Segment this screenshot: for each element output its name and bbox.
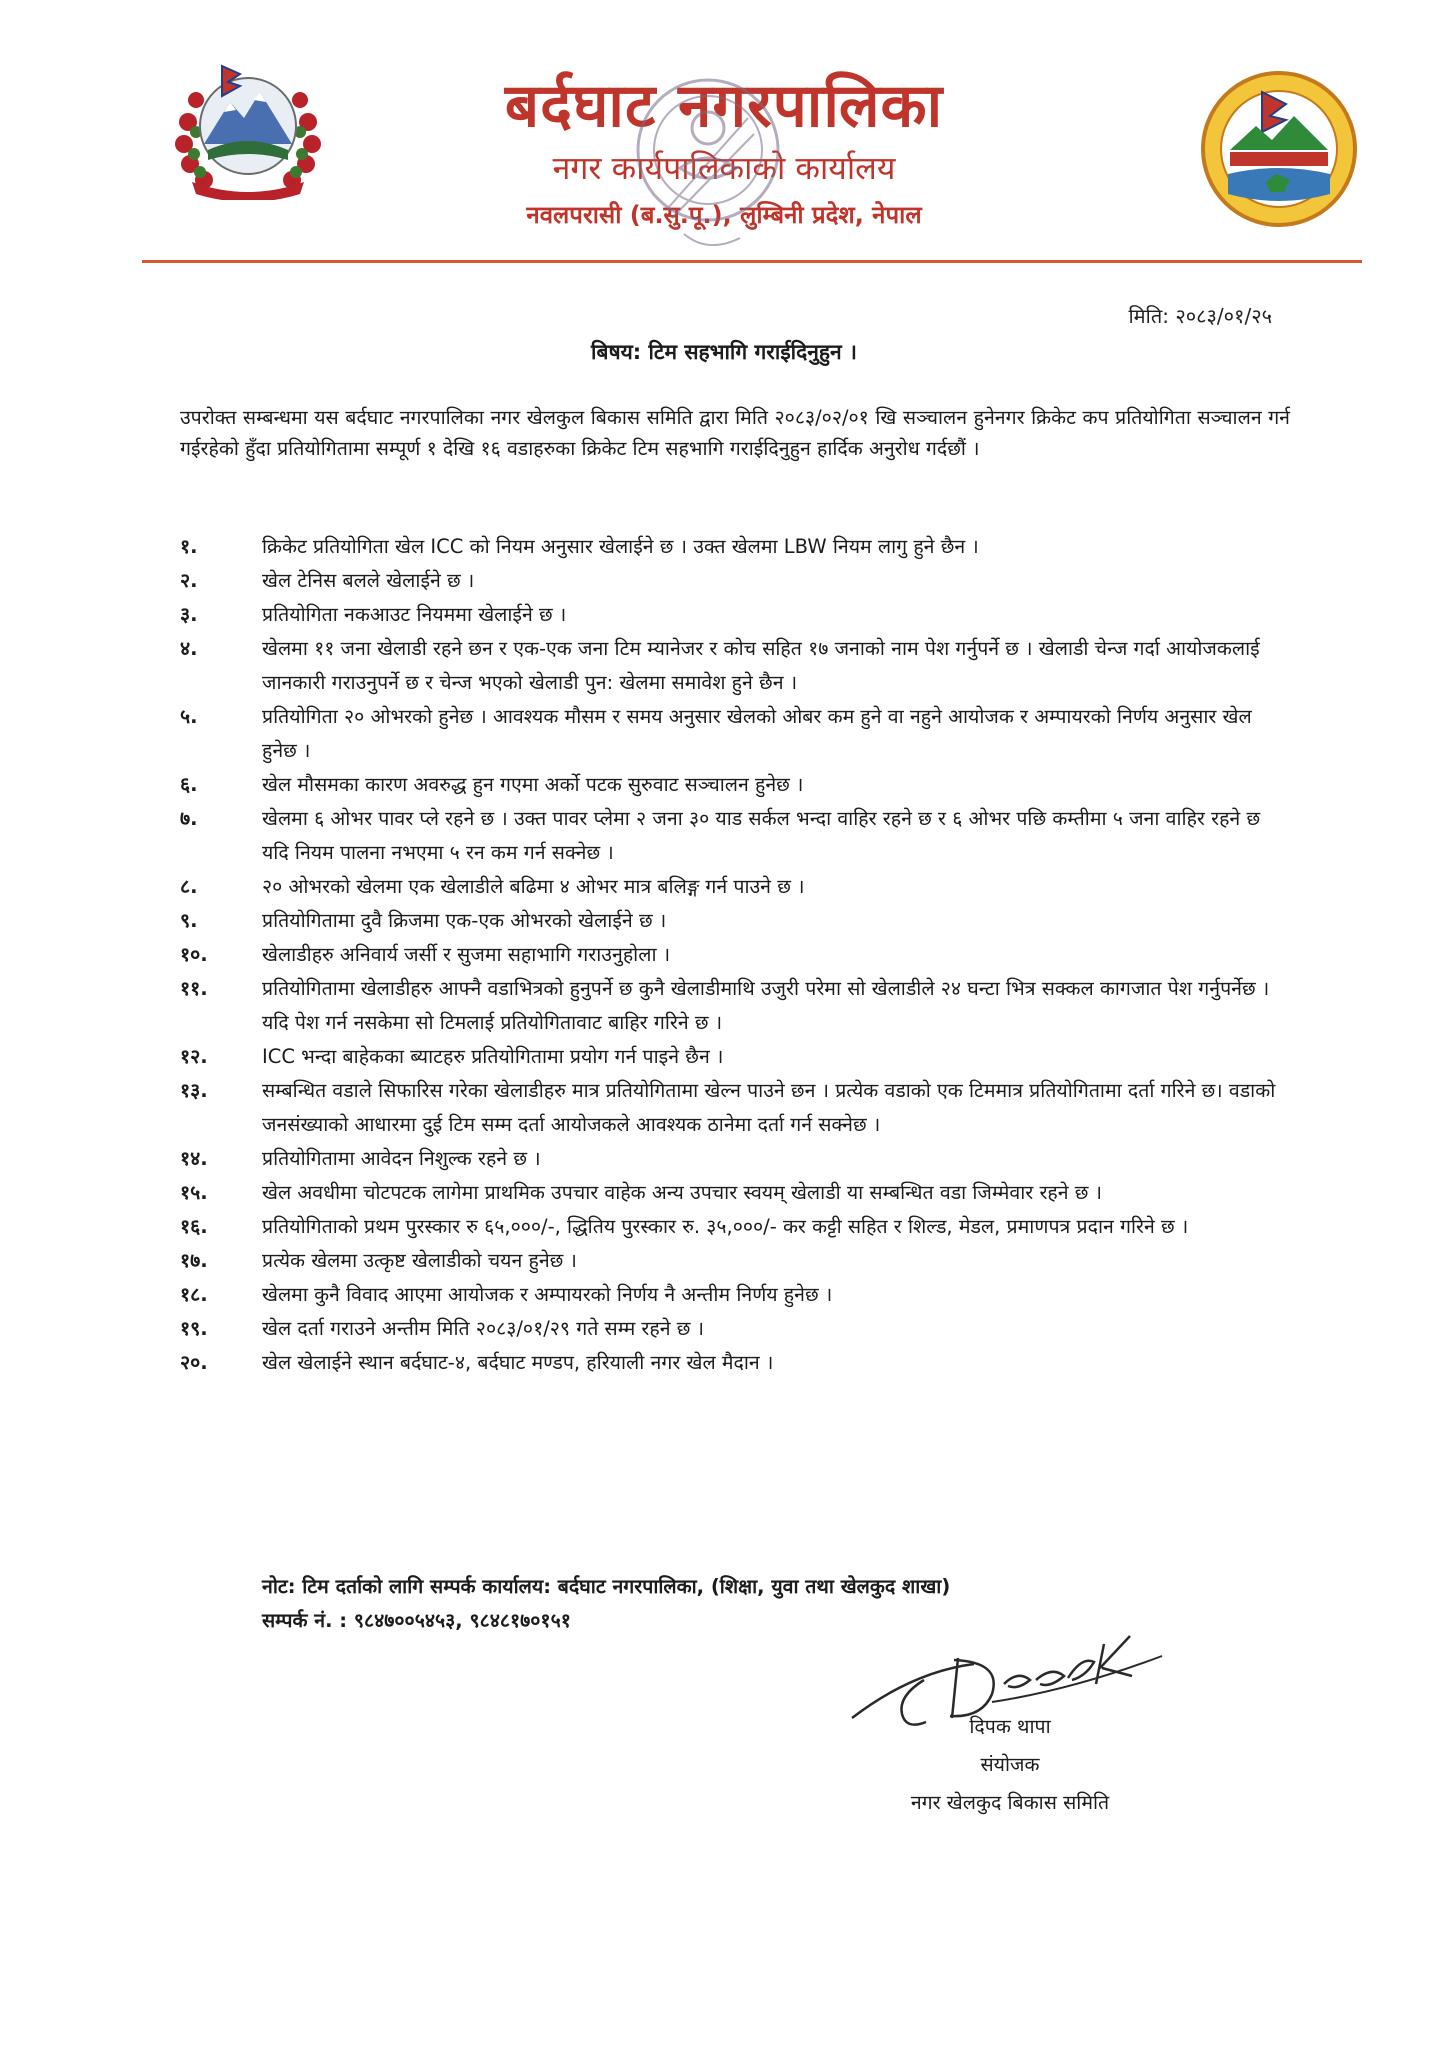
rule-item xyxy=(180,700,1290,768)
rule-item xyxy=(180,768,1290,802)
rule-item xyxy=(180,1142,1290,1176)
rule-text: खेल अवधीमा चोटपटक लागेमा प्राथमिक उपचार वाहेक अन्य उपचार स्वयम् खेलाडी या सम्बन्धित वडा जिम्मेवार रहने छ । xyxy=(262,1181,1103,1204)
note-phone-line: सम्पर्क नं. : ९८४७००५४५३, ९८४८१७०१५१ xyxy=(262,1609,571,1632)
rule-number: ५. xyxy=(180,705,198,728)
rule-item xyxy=(180,1278,1290,1312)
rule-item xyxy=(180,938,1290,972)
rule-item xyxy=(180,802,1290,870)
rule-text: प्रतियोगिताको प्रथम पुरस्कार रु ६५,०००/-, द्धितिय पुरस्कार रु. ३५,०००/- कर कट्टी सहित र शिल्ड, मेडल, प्रमाणपत्र प्रदान गरिने छ । xyxy=(262,1215,1189,1238)
letter-date: मिति: २०८३/०१/२५ xyxy=(1128,304,1272,328)
rule-text: खेल मौसमका कारण अवरुद्ध हुन गएमा अर्को पटक सुरुवाट सञ्चालन हुनेछ । xyxy=(262,773,804,796)
rule-text: ICC भन्दा बाहेकका ब्याटहरु प्रतियोगितामा प्रयोग गर्न पाइने छैन । xyxy=(262,1045,724,1068)
rule-item xyxy=(180,870,1290,904)
rule-text: खेलाडीहरु अनिवार्य जर्सी र सुजमा सहाभागि गराउनुहोला । xyxy=(262,943,671,966)
signatory-role: संयोजक xyxy=(980,1753,1040,1776)
rule-text: खेल दर्ता गराउने अन्तीम मिति २०८३/०१/२९ गते सम्म रहने छ । xyxy=(262,1317,705,1340)
rule-text: क्रिकेट प्रतियोगिता खेल ICC को नियम अनुसार खेलाईने छ । उक्त खेलमा LBW नियम लागु हुने छैन । xyxy=(262,535,979,558)
rule-text: प्रतियोगितामा दुवै क्रिजमा एक-एक ओभरको खेलाईने छ । xyxy=(262,909,667,932)
rule-item xyxy=(180,1244,1290,1278)
rule-number: ९. xyxy=(180,909,198,932)
rule-number: ८. xyxy=(180,875,198,898)
rule-item xyxy=(180,1074,1290,1142)
rule-item xyxy=(180,632,1290,700)
office-subtitle: नगर कार्यपालिकाको कार्यालय xyxy=(552,149,896,187)
rule-item xyxy=(180,1040,1290,1074)
rule-text: प्रतियोगिता नकआउट नियममा खेलाईने छ । xyxy=(262,603,567,626)
municipality-title: बर्दघाट नगरपालिका xyxy=(504,71,944,141)
rule-number: १७. xyxy=(180,1249,208,1272)
rule-text: खेलमा ११ जना खेलाडी रहने छन र एक-एक जना टिम म्यानेजर र कोच सहित १७ जनाको नाम पेश गर्नुपर्ने छ । खेलाडी चेन्ज गर्दा आयोजकलाई जानकारी गराउनुपर्ने छ र चेन्ज भएको खेलाडी पुन: खेलमा समावेश हुने छैन । xyxy=(262,637,1260,694)
rule-item xyxy=(180,1312,1290,1346)
signatory-block xyxy=(830,1708,1190,1822)
rule-text: खेलमा कुनै विवाद आएमा आयोजक र अम्पायरको निर्णय नै अन्तीम निर्णय हुनेछ । xyxy=(262,1283,833,1306)
nepal-emblem-icon xyxy=(168,52,328,200)
rule-number: १८. xyxy=(180,1283,208,1306)
rule-text: २० ओभरको खेलमा एक खेलाडीले बढिमा ४ ओभर मात्र बलिङ्ग गर्न पाउने छ । xyxy=(262,875,805,898)
letterhead-divider xyxy=(142,260,1362,263)
rule-item xyxy=(180,972,1290,1040)
rule-text: प्रतियोगिता २० ओभरको हुनेछ । आवश्यक मौसम र समय अनुसार खेलको ओबर कम हुने वा नहुने आयोजक र अम्पायरको निर्णय अनुसार खेल हुनेछ । xyxy=(262,705,1252,762)
rule-number: ३. xyxy=(180,603,198,626)
rules-list xyxy=(180,530,1290,1380)
rule-number: २. xyxy=(180,569,198,592)
rule-text: खेलमा ६ ओभर पावर प्ले रहने छ । उक्त पावर प्लेमा २ जना ३० याड सर्कल भन्दा वाहिर रहने छ र ६ ओभर पछि कम्तीमा ५ जना वाहिर रहने छ यदि नियम पालना नभएमा ५ रन कम गर्न सक्नेछ । xyxy=(262,807,1261,864)
municipality-logo-icon xyxy=(1200,70,1358,228)
rule-number: ६. xyxy=(180,773,198,796)
rule-number: १९. xyxy=(180,1317,208,1340)
rule-text: प्रत्येक खेलमा उत्कृष्ट खेलाडीको चयन हुनेछ । xyxy=(262,1249,577,1272)
rule-number: ७. xyxy=(180,807,198,830)
rule-number: १३. xyxy=(180,1079,208,1102)
office-seal-icon xyxy=(628,58,788,270)
rule-number: १०. xyxy=(180,943,208,966)
rule-item xyxy=(180,530,1290,564)
rule-number: १२. xyxy=(180,1045,208,1068)
rule-item xyxy=(180,1210,1290,1244)
rule-number: ११. xyxy=(180,977,208,1000)
rule-item xyxy=(180,564,1290,598)
rule-number: ४. xyxy=(180,637,198,660)
rule-text: खेल खेलाईने स्थान बर्दघाट-४, बर्दघाट मण्डप, हरियाली नगर खेल मैदान । xyxy=(262,1351,774,1374)
signatory-name: दिपक थापा xyxy=(969,1715,1051,1738)
rule-number: २०. xyxy=(180,1351,208,1374)
rule-number: १. xyxy=(180,535,198,558)
rule-text: प्रतियोगितामा खेलाडीहरु आफ्नै वडाभित्रको हुनुपर्ने छ कुनै खेलाडीमाथि उजुरी परेमा सो खेलाडीले २४ घन्टा भित्र सक्कल कागजात पेश गर्नुपर्नेछ । यदि पेश गर्न नसकेमा सो टिमलाई प्रतियोगितावाट बाहिर गरिने छ । xyxy=(262,977,1270,1034)
rule-item xyxy=(180,1346,1290,1380)
rule-text: खेल टेनिस बलले खेलाईने छ । xyxy=(262,569,475,592)
rule-item xyxy=(180,1176,1290,1210)
rule-number: १५. xyxy=(180,1181,208,1204)
note-office-line: नोट: टिम दर्ताको लागि सम्पर्क कार्यालय: बर्दघाट नगरपालिका, (शिक्षा, युवा तथा खेलकुद शाखा) xyxy=(262,1575,951,1598)
intro-paragraph: उपरोक्त सम्बन्धमा यस बर्दघाट नगरपालिका नगर खेलकुल बिकास समिति द्वारा मिति २०८३/०२/०१ खि सञ्चालन हुनेनगर क्रिकेट कप प्रतियोगिता सञ्चालन गर्न गईरहेको हुँदा प्रतियोगितामा सम्पूर्ण १ देखि १६ वडाहरुका क्रिकेट टिम सहभागि गराईदिनुहुन हार्दिक अनुरोध गर्दछौं । xyxy=(180,406,1290,460)
signatory-committee: नगर खेलकुद बिकास समिति xyxy=(910,1791,1110,1814)
rule-item xyxy=(180,904,1290,938)
rule-number: १६. xyxy=(180,1215,208,1238)
rule-item xyxy=(180,598,1290,632)
rule-text: सम्बन्धित वडाले सिफारिस गरेका खेलाडीहरु मात्र प्रतियोगितामा खेल्न पाउने छन । प्रत्येक वडाको एक टिममात्र प्रतियोगितामा दर्ता गरिने छ। वडाको जनसंख्याको आधारमा दुई टिम सम्म दर्ता आयोजकले आवश्यक ठानेमा दर्ता गर्न सक्नेछ । xyxy=(262,1079,1276,1136)
letter-subject: बिषय: टिम सहभागि गराईदिनुहुन । xyxy=(591,340,857,364)
rule-text: प्रतियोगितामा आवेदन निशुल्क रहने छ । xyxy=(262,1147,541,1170)
rule-number: १४. xyxy=(180,1147,208,1170)
office-address: नवलपरासी (ब.सु.पू.), लुम्बिनी प्रदेश, नेपाल xyxy=(526,201,922,229)
